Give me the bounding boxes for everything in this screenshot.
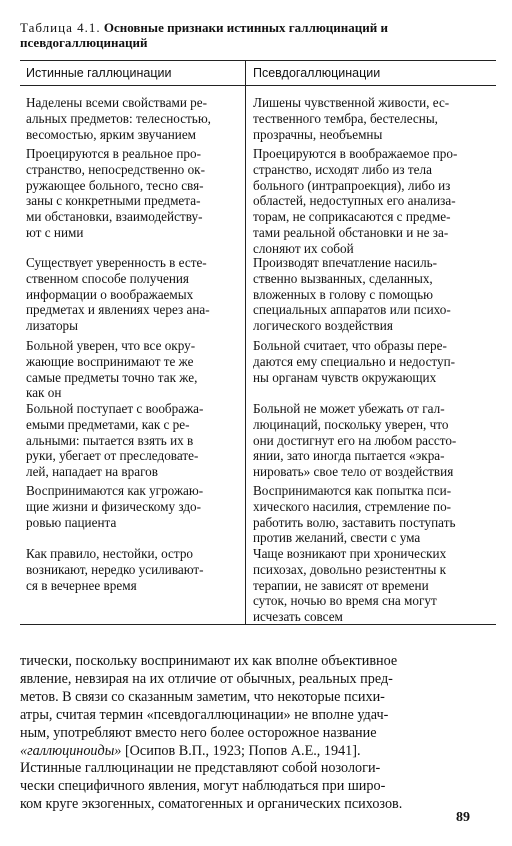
row-6-left: Воспринимаются как угрожаю- щие жизни и физическому здо- ровью пациента (26, 483, 204, 530)
row-7-right: Чаще возникают при хронических психозах, довольно резистентны к терапии, не зависят от времени суток, ночью во время сна могут исчезать совсем (253, 546, 447, 625)
row-4-right: Больной считает, что образы пере- даются ему специально и недоступ- ны органам чувств окружающих (253, 338, 456, 385)
row-2-right: Проецируются в воображаемое про- странство, исходят либо из тела больного (интрапроекция), либо из областей, недоступных его анализа- торам, не соприкасаются с предме- тами реальной обстановки и не за- слоняют их собой (253, 146, 458, 256)
header-pseudo-hallucinations: Псевдогаллюцинации (253, 66, 381, 80)
citation: [Осипов В.П., 1923; Попов А.Е., 1941]. (121, 743, 361, 759)
row-1-left: Наделены всеми свойствами ре- альных предметов: телесностью, весомостью, ярким звучанием (26, 95, 211, 142)
row-5-left: Больной поступает с вообража- емыми предметами, как с ре- альными: пытается взять их в руки, убегает от преследовате- лей, нападает на врагов (26, 401, 204, 480)
table-label: Таблица 4.1. (20, 20, 101, 35)
paragraph-2: Истинные галлюцинации не представляют собой нозологи- чески специфичного явления, могут наблюдаться при широ- ком круге экзогенных, соматогенных и органических психозов. (20, 760, 403, 812)
table-title: Основные признаки истинных галлюцинаций и псевдогаллюцинаций (20, 20, 388, 50)
table-header (20, 61, 496, 86)
column-divider (245, 61, 246, 624)
row-2-left: Проецируются в реальное про- странство, непосредственно ок- ружающее больного, тесно свя- заны с конкретными предмета- ми обстановки, взаимодейству- ют с ними (26, 146, 205, 240)
page-number: 89 (456, 810, 470, 825)
header-true-hallucinations: Истинные галлюцинации (26, 66, 172, 80)
term-galluцinoidy: «галлюциноиды» (20, 743, 122, 759)
row-4-left: Больной уверен, что все окру- жающие воспринимают те же самые предметы точно так же, как он (26, 338, 198, 401)
paragraph-continuation (20, 652, 496, 760)
row-3-right: Производят впечатление насиль- ственно вызванных, сделанных, вложенных в голову с помощью специальных аппаратов или психо- логического воздействия (253, 255, 451, 334)
row-1-right: Лишены чувственной живости, ес- тественного тембра, бестелесны, прозрачны, необъемны (253, 95, 450, 142)
row-6-right: Воспринимаются как попытка пси- хического насилия, стремление по- работить волю, заставить поступать против желаний, свести с ума (253, 483, 456, 546)
row-7-left: Как правило, нестойки, остро возникают, нередко усиливают- ся в вечернее время (26, 546, 204, 593)
table-caption (20, 20, 500, 50)
paragraph-1-text: тически, поскольку воспринимают их как вполне объективное явление, невзирая на их отличие от обычных, реальных пред- метов. В связи со сказанным заметим, что некоторые психи- атры, считая термин «псевдогаллюцинации» не вполне удач- ным, употребляют вместо него более осторожное название (20, 653, 398, 741)
comparison-table (20, 60, 496, 625)
row-5-right: Больной не может убежать от гал- люцинаций, поскольку уверен, что они достигнут его на любом рассто- янии, зато иногда пытается «экра- нировать» свое тело от воздействия (253, 401, 457, 480)
row-3-left: Существует уверенность в есте- ственном способе получения информации о воображаемых предметах и явлениях через ана- лизаторы (26, 255, 210, 334)
